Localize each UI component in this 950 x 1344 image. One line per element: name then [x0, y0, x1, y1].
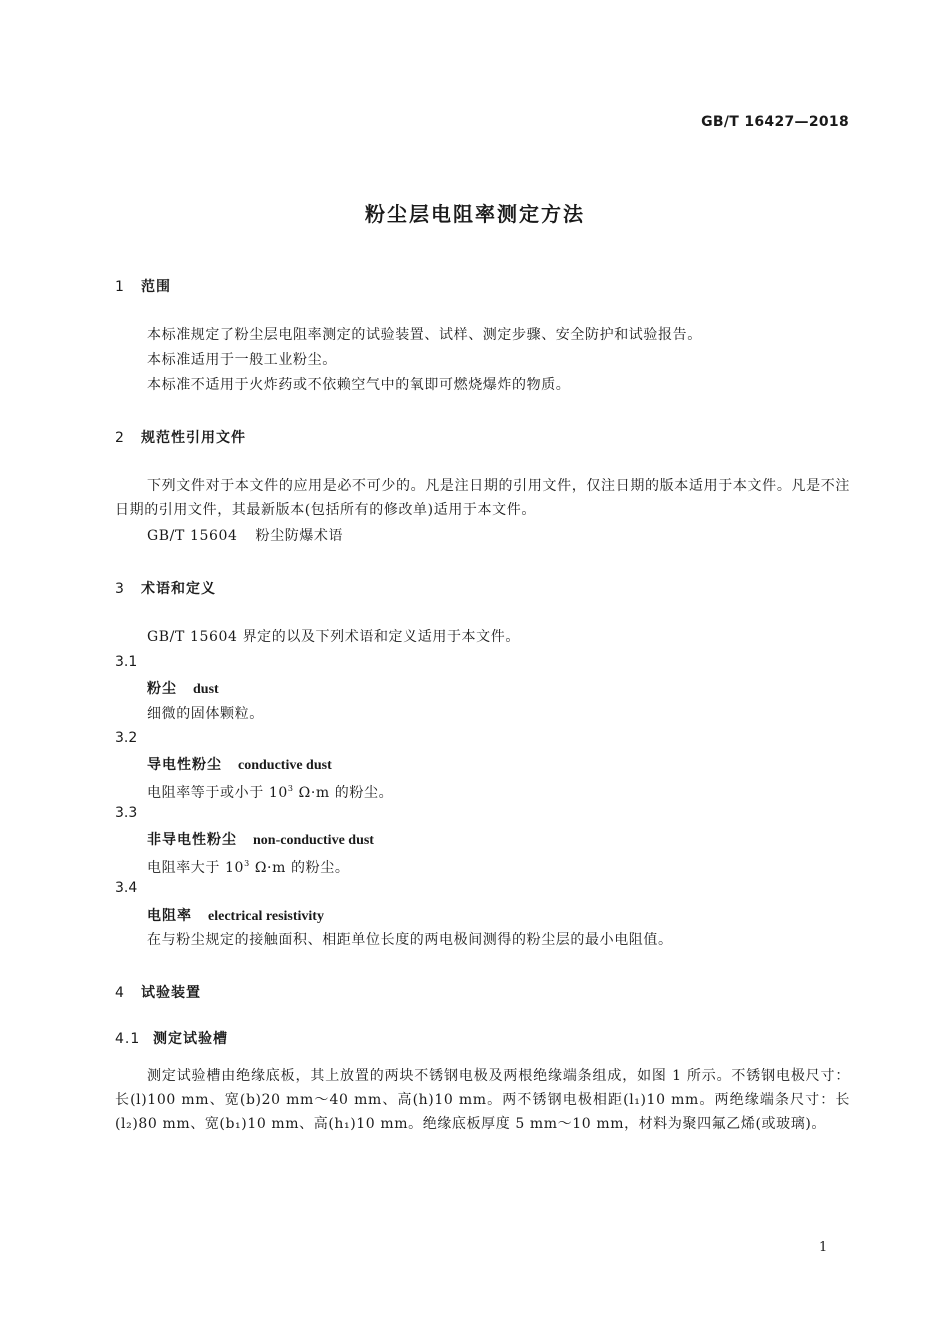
- page-number: 1: [819, 1240, 828, 1255]
- term-number: 3.4: [115, 880, 138, 896]
- section-title: 试验装置: [141, 985, 201, 1001]
- exponent: 3: [287, 784, 294, 793]
- section-title: 术语和定义: [141, 581, 216, 597]
- paragraph: 测定试验槽由绝缘底板，其上放置的两块不锈钢电极及两根绝缘端条组成，如图 1 所示。不锈钢电极尺寸：长(l)100 mm、宽(b)20 mm～40 mm、高(h)10 mm。两不锈钢电极相距(l₁)10 mm。两绝缘端条尺寸：长(l₂)80 mm、宽(b₁)10 mm、高(h₁)10 mm。绝缘底板厚度 5 mm～10 mm，材料为聚四氟乙烯(或玻璃)。: [115, 1068, 850, 1132]
- section-3-heading: [115, 578, 216, 598]
- term-heading: [147, 754, 332, 774]
- term-number: 3.2: [115, 730, 138, 746]
- exponent: 3: [244, 859, 250, 868]
- term-definition: [147, 852, 349, 880]
- normative-reference: [147, 524, 343, 548]
- paragraph: GB/T 15604 界定的以及下列术语和定义适用于本文件。: [147, 629, 520, 645]
- section-title: 规范性引用文件: [141, 430, 246, 446]
- term-en: non-conductive dust: [253, 833, 374, 848]
- paragraph: 本标准适用于一般工业粉尘。: [147, 352, 337, 368]
- definition-text: Ω·m 的粉尘。: [249, 860, 350, 876]
- term-heading: [147, 829, 374, 849]
- term-zh: 粉尘: [147, 681, 177, 697]
- section-2-heading: [115, 427, 246, 447]
- reference-code: GB/T 15604: [147, 528, 238, 544]
- subsection-title: 测定试验槽: [153, 1031, 228, 1047]
- standard-number: GB/T 16427—2018: [701, 114, 849, 130]
- term-definition: [147, 777, 393, 805]
- section-number: 3: [115, 581, 125, 597]
- section-number: 2: [115, 430, 125, 446]
- term-en: dust: [193, 682, 219, 697]
- term-en: electrical resistivity: [208, 909, 324, 924]
- term-zh: 电阻率: [147, 908, 192, 924]
- definition-text: 电阻率大于 10: [147, 860, 245, 876]
- term-heading: [147, 905, 324, 925]
- term-heading: [147, 678, 219, 698]
- section-1-heading: [115, 276, 171, 296]
- term-zh: 非导电性粉尘: [147, 832, 237, 848]
- subsection-4-1-heading: [115, 1028, 228, 1048]
- paragraph: 本标准不适用于火炸药或不依赖空气中的氧即可燃烧爆炸的物质。: [147, 377, 571, 393]
- definition-text: Ω·m 的粉尘。: [293, 785, 394, 801]
- section-title: 范围: [141, 279, 171, 295]
- term-zh: 导电性粉尘: [147, 757, 222, 773]
- term-definition: 在与粉尘规定的接触面积、相距单位长度的两电极间测得的粉尘层的最小电阻值。: [147, 932, 673, 948]
- section-number: 1: [115, 279, 125, 295]
- term-number: 3.3: [115, 805, 138, 821]
- term-en: conductive dust: [238, 758, 332, 773]
- document-title: 粉尘层电阻率测定方法: [365, 202, 585, 226]
- subsection-number: 4.1: [115, 1031, 141, 1047]
- section-4-heading: [115, 982, 201, 1002]
- paragraph: 下列文件对于本文件的应用是必不可少的。凡是注日期的引用文件，仅注日期的版本适用于本文件。凡是不注日期的引用文件，其最新版本(包括所有的修改单)适用于本文件。: [115, 478, 850, 518]
- reference-title: 粉尘防爆术语: [255, 528, 344, 544]
- definition-text: 电阻率等于或小于 10: [147, 785, 288, 801]
- section-number: 4: [115, 985, 125, 1001]
- term-definition: 细微的固体颗粒。: [147, 706, 264, 722]
- paragraph: 本标准规定了粉尘层电阻率测定的试验装置、试样、测定步骤、安全防护和试验报告。: [147, 327, 702, 343]
- term-number: 3.1: [115, 654, 138, 670]
